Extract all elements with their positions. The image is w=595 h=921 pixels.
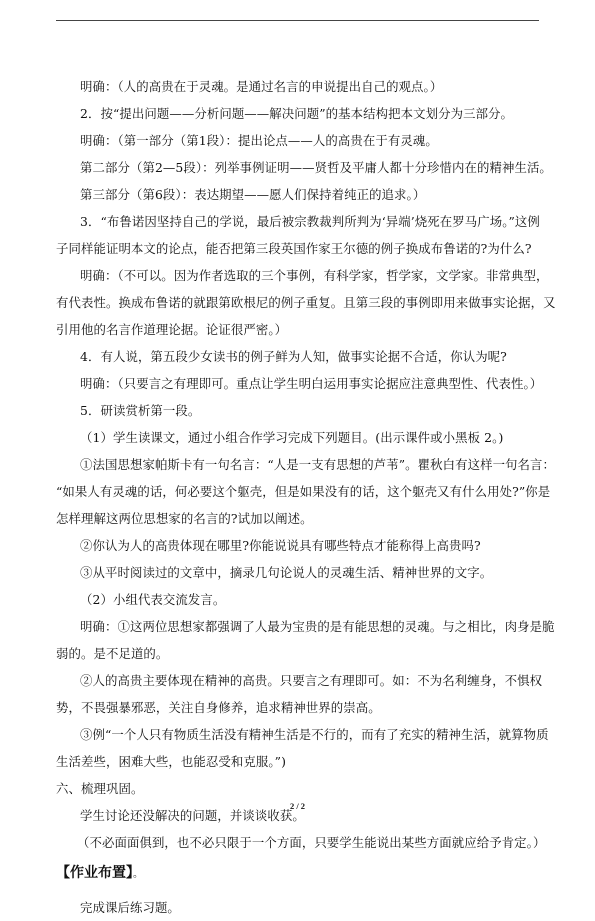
homework-heading-dot: 。 xyxy=(133,869,143,880)
document-body xyxy=(56,73,556,921)
text-line: ②人的高贵主要体现在精神的高贵。只要言之有理即可。如：不为名利缠身，不惧权 xyxy=(80,673,543,688)
text-line: 弱的。是不足道的。 xyxy=(56,646,169,661)
homework-text: 完成课后练习题。 xyxy=(80,900,180,915)
text-line: 有代表性。换成布鲁诺的就跟第欧根尼的例子重复。且第三段的事例即用来做事实论据，又 xyxy=(56,295,556,310)
text-line: 明确：（只要言之有理即可。重点让学生明白运用事实论据应注意典型性、代表性。） xyxy=(80,376,543,391)
text-line: “如果人有灵魂的话，何必要这个躯壳，但是如果没有的话，这个躯壳又有什么用处?”你是 xyxy=(56,484,551,499)
header-rule xyxy=(56,20,539,21)
homework-heading xyxy=(56,858,539,888)
text-line: （2）小组代表交流发言。 xyxy=(80,592,226,607)
text-line: 势，不畏强暴邪恶，关注自身修养，追求精神世界的崇高。 xyxy=(56,700,381,715)
text-line: 引用他的名言作道理论据。论证很严密。） xyxy=(56,322,288,337)
text-line: ②你认为人的高贵体现在哪里?你能说说具有哪些特点才能称得上高贵吗? xyxy=(80,538,481,553)
text-line: 第二部分（第2—5段）：列举事例证明——贤哲及平庸人都十分珍惜内在的精神生活。 xyxy=(80,160,552,175)
text-line: 明确：（人的高贵在于灵魂。是通过名言的申说提出自己的观点。） xyxy=(80,79,443,94)
text-line: （1）学生读课文，通过小组合作学习完成下列题目。(出示课件或小黑板 2。) xyxy=(80,430,504,445)
text-line: 2．按“提出问题——分析问题——解决问题”的基本结构把本文划分为三部分。 xyxy=(80,106,514,121)
text-line: 第三部分（第6段）：表达期望——愿人们保持着纯正的追求。） xyxy=(80,187,426,202)
text-line: 5．研读赏析第一段。 xyxy=(80,403,201,418)
text-line: 学生讨论还没解决的问题，并谈谈收获。 xyxy=(80,808,305,823)
text-line: 3．“布鲁诺因坚持自己的学说，最后被宗教裁判所判为‘异端’烧死在罗马广场。”这例 xyxy=(80,214,540,229)
homework-heading-label: 【作业布置】 xyxy=(56,865,133,881)
text-line: 明确：（不可以。因为作者选取的三个事例，有科学家，哲学家，文学家。非常典型， xyxy=(80,268,549,283)
text-line: ③从平时阅读过的文章中，摘录几句论说人的灵魂生活、精神世界的文字。 xyxy=(80,565,493,580)
text-line: ③例“一个人只有物质生活没有精神生活是不行的，而有了充实的精神生活，就算物质 xyxy=(80,727,549,742)
text-line: 子同样能证明本文的论点，能否把第三段英国作家王尔德的例子换成布鲁诺的?为什么? xyxy=(56,241,532,256)
text-line: （不必面面俱到，也不必只限于一个方面，只要学生能说出某些方面就应给予肯定。） xyxy=(77,835,546,850)
text-line: 明确：①这两位思想家都强调了人最为宝贵的是有能思想的灵魂。与之相比，肉身是脆 xyxy=(80,619,555,634)
text-line: 怎样理解这两位思想家的名言的?试加以阐述。 xyxy=(56,511,313,526)
section-heading: 六、梳理巩固。 xyxy=(56,781,144,796)
text-line: 生活差些，困难大些，也能忍受和克服。”) xyxy=(56,754,286,769)
page-number: 2 / 2 xyxy=(289,801,306,811)
text-line: ①法国思想家帕斯卡有一句名言：“人是一支有思想的芦苇”。瞿秋白有这样一句名言： xyxy=(80,457,556,472)
text-line: 4．有人说，第五段少女读书的例子鲜为人知，做事实论据不合适，你认为呢? xyxy=(80,349,507,364)
text-line: 明确：（第一部分（第1段）：提出论点——人的高贵在于有灵魂。 xyxy=(80,133,438,148)
